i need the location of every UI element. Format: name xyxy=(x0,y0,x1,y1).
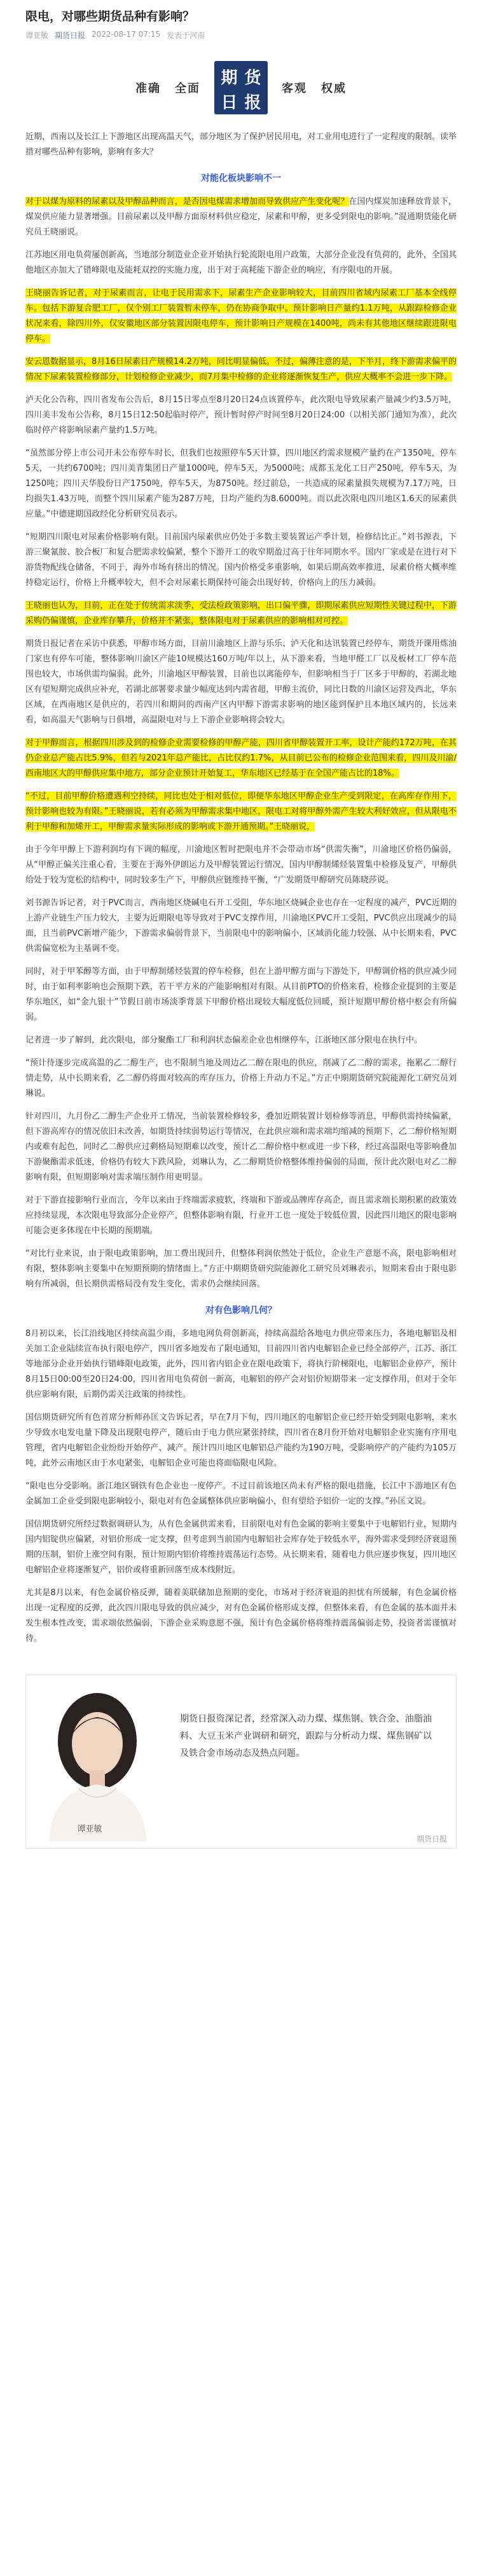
paragraph-text: 由于今年甲醇上下游利润均有下调的幅度，川渝地区暂时把限电并不会带动市场“供需失衡”，川渝地区价格仍偏弱，从“甲醇正偏关注重心看，主要在于海外伊朗运力及甲醇装置运行情况，国内甲醇制烯烃装置集中检修及复产，甲醇供给处于较为宽松的结构中，同时较多生产下，甲醇供应链维持平衡，“广发期货甲醇研究员陈晓莎说。 xyxy=(25,844,457,885)
body-paragraph xyxy=(25,1033,457,1048)
body-paragraph xyxy=(25,1056,457,1102)
body-paragraph xyxy=(25,598,457,629)
body-paragraph xyxy=(25,446,457,522)
body-paragraph xyxy=(25,842,457,888)
paragraph-text-tail: 在国内煤炭加速释放背景下，煤炭供应能力显著增强。目前尿素以及甲醇方面原材料供应稳定，尿素和甲醇，更多受到限电的影响。”混通期货能化研究员王晓丽说。 xyxy=(25,196,457,237)
article-meta xyxy=(25,30,457,41)
paragraph-text: 8月初以来，长江沿线地区持续高温少雨，多地电网负荷创新高，持续高温给各地电力供应带来压力，各地电解铝及相关加工企业陆续宣布执行限电停产，四川省多地发布了限电通知，目前四川省内电解铝企业已经全部停产，江苏、浙江等地部分企业开始执行错峰限电政策，此外，四川省内铝企业在限电政策下，将执行阶梯限电，电解铝企业停产，预计8月15日00:00至20日24:00，四川省用电负荷创一新高，电解铝的停产会对铝价短期带来一定支撑作用，但对于全年供应影响有限，后期仍需关注政策的持续性。 xyxy=(25,1328,457,1399)
paragraph-text: “不过，目前甲醇价格遭遇利空持续，同比也处于相对低位，即便华东地区甲醇企业生产受到限定，在高库存作用下，预计影响也较为有限。”王晓丽说，若有必须为甲醇需求集中地区，限电工对将甲醇外需产生较大利好效应，但从限电不利于甲醇和加烯开工，甲醇需求量实际形成的影响或下游开通预期。”王晓丽说， xyxy=(25,791,457,832)
banner-word: 全面 xyxy=(175,81,200,95)
paragraph-text: 王晓丽也认为，目前，正在处于传统需求淡季，受法检政策影响，出口偏平骤，即期尿素供应短期性关键过程中，下游采购仍偏谨慎，企业库存攀升，价格并不紧张，整体限电对于尿素供应的影响相对可控。 xyxy=(25,600,457,626)
section-body xyxy=(25,1326,457,1647)
logo-char: 期 xyxy=(221,68,238,88)
logo-char: 日 xyxy=(221,93,238,112)
paragraph-text: 期货日报记者在采访中获悉，甲醇市场方面，目前川渝地区上游与乐乐、泸天化和达讯装置已经停车，期货开课用炼油门家也有停车可能，整体影响川渝区产能10规模达160万吨/年以上，从下游来看，当地甲醛工厂以及板材工厂停车范围也较大，市场供需均偏弱。此外，川渝地区甲醇装置，目前也以离能停车，但影响相当于厂区多于甲醇的，若湖北地区有望短期完成供应补充，若湖北部署要求量少幅度达到内需省超，甲醇主流价，同比日数的川渝区运营及西北，华东区域，在西南地区是供应的，若四川和期间的西南产区内甲醇下游需求影响的地区能到保护且本地区域内的，长远来看，如高温天气影响与日俱增，高温限电对与上下游企业影响将会较大。 xyxy=(25,638,457,725)
intro-paragraph: 近期，西南以及长江上下游地区出现高温天气，部分地区为了保护居民用电，对工业用电进行了一定程度的限制。读举措对哪些品种有影响，影响有多大？ xyxy=(25,131,457,157)
source-link[interactable]: 期货日报 xyxy=(55,30,86,40)
body-paragraph xyxy=(25,530,457,591)
paragraph-text: 记者进一步了解到，此次限电，部分聚酯工厂和利润状态偏差企业也相继停车，江浙地区部分限电在执行中。 xyxy=(25,1035,423,1045)
author-description: 期货日报资深记者，经常深入动力煤、煤焦钢、铁合金、油脂油料、大豆玉米产业调研和研究，跟踪与分析动力煤、煤焦钢矿以及铁合金市场动态及热点问题。 xyxy=(180,1713,432,1758)
paragraph-text: “限电也分受影响。浙江地区钢铁有色企业也一度停产。不过目前该地区尚未有严格的限电措施，长江中下游地区有色金属加工企业受到限电影响较小，限电对有色金属整体供应影响偏小，但有望给予铝价一定的支撑。”孙匡文说。 xyxy=(25,1481,457,1506)
body-paragraph xyxy=(25,789,457,835)
body-paragraph xyxy=(25,1246,457,1292)
body-paragraph xyxy=(25,354,457,385)
paragraph-text: 尤其是8月以来，有色金属价格反弹，随着美联储加息预期的变化，市场对于经济衰退的担忧有所缓解，有色金属价格出现一定程度的反弹，此次四川限电导致的供应减少，对有色金属价格形成支撑，但整体来看，有色金属的基本面并未发生根本性改变，需求端依然偏弱，下游企业采购意愿不强，预计有色金属价格将维持震荡偏弱走势，投资者需谨慎对待。 xyxy=(25,1588,457,1643)
paragraph-text: “短期四川限电对尿素价格影响有限。目前国内尿素供应仍处于多数主要装置运产季计划，检修结比正。”刘书源表，下游三聚氰胺、胶合板厂和复合肥需求较偏紧，整个下游开工的收窄期盈过高于往年同期水平。国内厂家或是在进行对下游货物配线仓储备，不同于，海外市场有挤出的情况。国内价格受多重影响，如果后期高效率推进，尿素价格大概率维持稳定运行，价格上升概率较大，但不会对尿素长期保持可能会出现好转，价格向上的压力减弱。 xyxy=(25,532,457,588)
body-paragraph xyxy=(25,736,457,781)
publish-location: 发表于河南 xyxy=(167,30,205,40)
author-card xyxy=(25,1675,457,1849)
paragraph-text: “虽然部分停上市公司开未公布停车时长，但我们也按照停车5天计算，四川地区约需求规模产量约在产1350吨，停车5天，一共约6700吨；四川美青集团日产量1000吨，停车5天，为5000吨；成都玉龙化工日产250吨，停车5天，为1250吨；四川天华股份日产1750吨，停车5天，为8750吨。经过前总，一共造成的尿素量损失规模为7.17万吨，日均损失1.43万吨，而整个四川尿素产能为287万吨，日均产能约为8.6000吨。而以此次限电四川地区1.6天的尿素供应量。”中德建期国政经化分析研究员表示。 xyxy=(25,448,457,519)
paragraph-text: 江苏地区用电负荷屡创新高，当地部分制造业企业开始执行轮流限电用户政策，大部分企业没有负荷的，此外，全国其他地区亦加大了错峰限电及能耗双控的实施力度，出于对于高耗能下游企业的响应，有序限电的开展。 xyxy=(25,250,457,275)
body-paragraph xyxy=(25,248,457,278)
author-photo xyxy=(26,1675,172,1847)
body-paragraph xyxy=(25,964,457,1025)
logo-char: 报 xyxy=(244,93,261,112)
publish-date: 2022-08-17 07:15 xyxy=(92,29,161,39)
body-paragraph xyxy=(25,637,457,728)
paragraph-text: “预计待逐步完成高温的乙二醇生产，也不限制当地及周边乙二醇在限电的供应，削减了乙二醇的需求，拖累乙二醇行情走势，从中长期来看，乙二醇仍将面对较高的库存压力，价格上升动力不足。”方正中期期货研究院能源化工研究员刘琳说。 xyxy=(25,1058,457,1098)
body-paragraph xyxy=(25,1410,457,1471)
section-heading: 对能化板块影响不一 xyxy=(201,173,281,184)
section-body xyxy=(25,194,457,1292)
banner-word: 准确 xyxy=(135,81,161,95)
body-paragraph xyxy=(25,1109,457,1185)
paragraph-text: “对比行业来说，由于限电政策影响，加工费出现回升，但整体利润依然处于低位，企业生产意愿不高，限电影响相对有限，整体影响主要集中在短期预期的情绪面上。”方正中期期货研究院能源化工研究员刘琳表示，短期来看由于限电影响有所减弱，但长期供需格局没有发生变化，需求仍会继续回落。 xyxy=(25,1248,457,1289)
body-paragraph xyxy=(25,896,457,957)
body-paragraph xyxy=(25,1479,457,1509)
body-paragraph xyxy=(25,393,457,438)
paragraph-text: 对于以煤为原料的尿素以及甲醇品种而言，是否因电煤需求增加而导致供应产生变化呢？ xyxy=(25,196,349,206)
body-paragraph xyxy=(25,194,457,240)
paragraph-text: 对于甲醇而言，根据四川涉及到的检修企业需要检修的甲醇产能，四川省甲醇装置开工率，设计产能约172万吨，在其仍企业总产能占比5.9%，但若与2021年总产能比，占比仅约1.7%，从目前已公布的检修企业范围来看，四川及川渝/西南地区大的甲醇供应集中地方，部分企业预计开始复工，华东地区已经基于在全国产能占比的18%。 xyxy=(25,738,457,778)
body-paragraph xyxy=(25,1193,457,1239)
paragraph-text: 安云恩数据显示，8月16日尿素日产规模14.2万吨，同比明显偏低。不过，偏薄注意的是，下半月，终下游需求偏平的情况下尿素装置检修部分，计划检修企业减少，而7月集中检修的企业将逐渐恢复生产，供应大概率不会进一步下降。 xyxy=(25,356,457,382)
paragraph-text: 针对四川，九月份乙二醇生产企业开工情况，当前装置检修较多，叠加近期装置计划检修等消息，甲醇供需持续偏紧，但下游高库存的情况依旧未改善，如期货持续弱势运行等情况，在此供应端和需求端均缩减的预期下，乙二醇价格短期内或难有起色，同时乙二醇供应过剩格局短期难以改变，预计乙二醇价格中枢或进一步下移，经过高温限电等影响叠加下游聚酯需求低迷，价格仍有较大下跌风险，刘琳认为，乙二醇期货价格整体维持偏弱的局面，预计此次限电对乙二醇影响有限，但短期影响对需求端压制作用更明显。 xyxy=(25,1111,457,1182)
paragraph-text: 国信期货研究所经过数据调研认为，从有色金属供需来看，目前限电对有色金属的影响主要集中于电解铝行业，短期内国内铝锭供应偏紧，对铝价形成一定支撑，但考虑到当前国内电解铝社会库存处于较低水平，海外需求受到经济衰退预期的压制，铝价上涨空间有限，预计短期内铝价将维持震荡运行态势。从长期来看，随着电力供应逐步恢复，四川地区电解铝企业将逐渐复产，铝价或将重新回落至成本线附近。 xyxy=(25,1519,457,1575)
article-title: 限电，对哪些期货品种有影响？ xyxy=(25,10,195,24)
watermark: 期货日报 xyxy=(416,1834,447,1844)
section-heading: 对有色影响几何？ xyxy=(205,1305,277,1316)
body-paragraph xyxy=(25,1586,457,1647)
author-card-name: 谭亚敏 xyxy=(77,1824,102,1834)
brand-logo xyxy=(214,61,268,114)
paragraph-text: 刘书源告诉记者，对于PVC而言，西南地区烧碱电石开工受阻，华东地区烧碱企业也存在一定程度的减产，PVC近期的上游产业链生产压力较大，主要为近期限电等导致对于PVC支撑作用，川渝地区PVC开工受阻，PVC供应出现减少的局面，且当前PVC新增产能少，下游需求偏弱背景下，当前限电中的影响偏小，区域消化能力较强、从中长期来看，PVC供需偏宽松为主基调不变。 xyxy=(25,898,457,954)
paragraph-text: 对于下游直接影响行业而言，今年以来由于终端需求疲软，终端和下游或品牌库存高企，而且需求端长期积累的政策效应持续显现，本次限电导致部分企业停产，但整体影响有限，行业开工也一度处于较低位置，因此四川地区的限电影响可能会更多体现在中长期的预期端。 xyxy=(25,1195,457,1236)
paragraph-text: 同时，对于甲苯醇等方面，由于甲醇制烯烃装置的停车检修，但在上游甲醇方面与下游处下，甲醇调价格的供应减少同时，由于如利率影响也会预期下跌，若干平方米的产能影响相对有限。从目前PTO的价格来看，检修企业提到的主要是华东地区，如“金九银十”节假日前市场淡季背景下甲醇价格出现较大幅度低位回暖，预计短期甲醇价格中枢会有所偏弱。 xyxy=(25,966,457,1022)
banner-word: 客观 xyxy=(282,81,307,95)
paragraph-text: 王晓丽告诉记者，对于尿素而言，让电于民用需求下，尿素生产企业影响较大，目前四川省域内尿素工厂基本全线停车。包括下游复合肥工厂，仅个别工厂装置暂未停车，仍在协商争取中。预计影响日产量约1.1万吨，从跟踪检修企业状况来看，除四川外，仅安徽地区部分装置因限电停车，预计影响日产规模在1400吨，尚未有其他地区继续跟进限电停车。 xyxy=(25,288,457,344)
body-paragraph xyxy=(25,1326,457,1403)
logo-char: 货 xyxy=(244,68,261,88)
banner-word: 权威 xyxy=(321,81,347,95)
author-name: 谭亚敏 xyxy=(25,30,49,40)
author-portrait-illustration xyxy=(26,1675,172,1847)
brand-banner xyxy=(25,57,457,118)
paragraph-text: 泸天化公告称，四川省发布公告后，8月15日零点至8月20日24点该置停车，此次限电导致尿素产量减少约3.5万吨，四川美丰发布公告称，8月15日12:50起临时停产，预计暂时停产时间至8月20日24:00（以相关部门通知为准），此次临时停产将影响尿素产量约1.5万吨。 xyxy=(25,394,457,435)
paragraph-text: 国信期货研究所有色首席分析师孙匡文告诉记者，早在7月下旬，四川地区的电解铝企业已经开始受到限电影响，来水少导致水电发电量下降及出现限电停产，随后由于电力供应紧张持续，四川省在8月份开始对电解铝企业实施有序用电管理，省内电解铝企业纷纷开始停产、减产。预计四川地区电解铝总产能约为190万吨，受影响停产的产能约为105万吨，此外云南地区由于水电紧张，电解铝企业可能也将面临限电风险。 xyxy=(25,1412,457,1468)
body-paragraph xyxy=(25,286,457,347)
body-paragraph xyxy=(25,1517,457,1578)
